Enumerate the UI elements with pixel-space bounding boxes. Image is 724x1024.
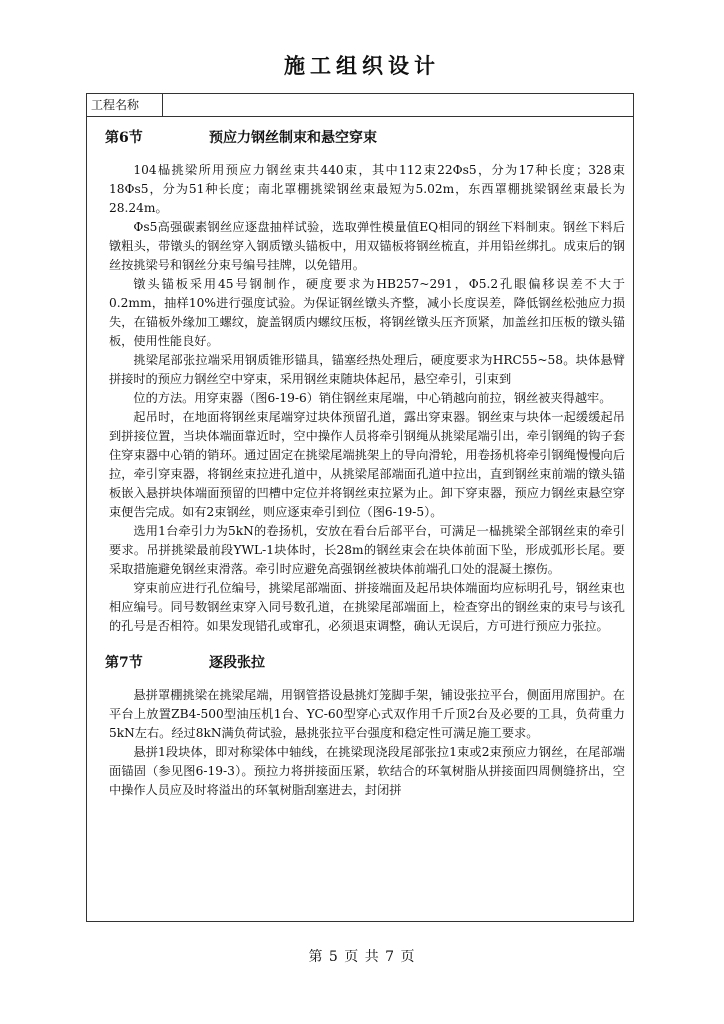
paragraph: Φs5高强碳素钢丝应逐盘抽样试验，选取弹性模量值EQ相同的钢丝下料制束。钢丝下料后镦粗头，带镦头的钢丝穿入钢质镦头锚板中，用双锚板将钢丝梳直，并用铅丝绑扎。成束后的钢丝按挑梁号和钢丝分束号编号挂牌，以免错用。 [109, 220, 625, 272]
section-number: 第6节 [105, 130, 143, 146]
paragraph: 挑梁尾部张拉端采用钢质锥形锚具，锚塞经热处理后，硬度要求为HRC55~58。块体悬臂拼接时的预应力钢丝空中穿束，采用钢丝束随块体起吊，悬空牵引，引束到 [109, 353, 625, 386]
project-name-label: 工程名称 [87, 94, 163, 116]
section-heading [105, 652, 625, 672]
project-name-row [87, 94, 633, 117]
page-footer: 第 5 页 共 7 页 [308, 949, 416, 965]
paragraph: 悬拼罩棚挑梁在挑梁尾端，用钢管搭设悬挑灯笼脚手架，铺设张拉平台，侧面用席围护。在平台上放置ZB4-500型油压机1台、YC-60型穿心式双作用千斤顶2台及必要的工具，负荷重力5kN左右。经过8kN满负荷试验，悬挑张拉平台强度和稳定性可满足施工要求。 [109, 688, 625, 740]
section-title: 逐段张拉 [209, 655, 265, 671]
paragraph: 起吊时，在地面将钢丝束尾端穿过块体预留孔道，露出穿束器。钢丝束与块体一起缓缓起吊到拼接位置，当块体端面靠近时，空中操作人员将牵引钢绳从挑梁尾端引出，牵引钢绳的钩子套住穿束器中心销的销环。通过固定在挑梁尾端挑架上的导向滑轮，用卷扬机将牵引钢绳慢慢向后拉，牵引穿束器，将钢丝束拉进孔道中，从挑梁尾部端面孔道中拉出，直到钢丝束前端的镦头锚板嵌入悬拼块体端面预留的凹槽中定位并将钢丝束拉紧为止。卸下穿束器，预应力钢丝束悬空穿束便告完成。如有2束钢丝，则应逐束牵引到位（图6-19-5）。 [109, 410, 625, 519]
project-name-value [163, 94, 633, 116]
paragraph: 选用1台牵引力为5kN的卷扬机，安放在看台后部平台，可满足一榀挑梁全部钢丝束的牵引要求。吊拼挑梁最前段YWL-1块体时，长28m的钢丝束会在块体前面下坠，形成弧形长尾。要采取措施避免钢丝束滑落。牵引时应避免高强钢丝被块体前端孔口处的混凝土擦伤。 [109, 524, 625, 576]
section-title: 预应力钢丝制束和悬空穿束 [209, 130, 377, 146]
paragraph: 镦头锚板采用45号钢制作，硬度要求为HB257~291，Φ5.2孔眼偏移误差不大于0.2mm，抽样10%进行强度试验。为保证钢丝镦头齐整，减小长度误差，降低钢丝松弛应力损失，在锚板外缘加工螺纹，旋盖钢质内螺纹压板，将钢丝镦头压齐顶紧，加盖丝扣压板的镦头锚板，使用性能良好。 [109, 277, 625, 348]
paragraph: 位的方法。用穿束器（图6-19-6）销住钢丝束尾端，中心销越向前拉，钢丝被夹得越牢。 [133, 391, 612, 405]
paragraph: 穿束前应进行孔位编号，挑梁尾部端面、拼接端面及起吊块体端面均应标明孔号，钢丝束也相应编号。同号数钢丝束穿入同号数孔道，在挑梁尾部端面上，检查穿出的钢丝束的束号与该孔的孔号是否相符。如果发现错孔或窜孔，必须退束调整，确认无误后，方可进行预应力张拉。 [109, 581, 625, 633]
paragraph: 104榀挑梁所用预应力钢丝束共440束，其中112束22Φs5，分为17种长度；328束18Φs5，分为51种长度；南北罩棚挑梁钢丝束最短为5.02m，东西罩棚挑梁钢丝束最长为28.24m。 [109, 163, 625, 215]
section-number: 第7节 [105, 655, 143, 671]
section-heading [105, 127, 625, 147]
paragraph: 悬拼1段块体，即对称梁体中轴线，在挑梁现浇段尾部张拉1束或2束预应力钢丝，在尾部端面锚固（参见图6-19-3）。预拉力将拼接面压紧，软结合的环氧树脂从拼接面四周侧缝挤出，空中操作人员应及时将溢出的环氧树脂刮塞进去，封闭拼 [109, 745, 625, 797]
document-frame [86, 93, 634, 922]
page-title: 施工组织设计 [284, 53, 440, 78]
document-body [87, 117, 633, 800]
